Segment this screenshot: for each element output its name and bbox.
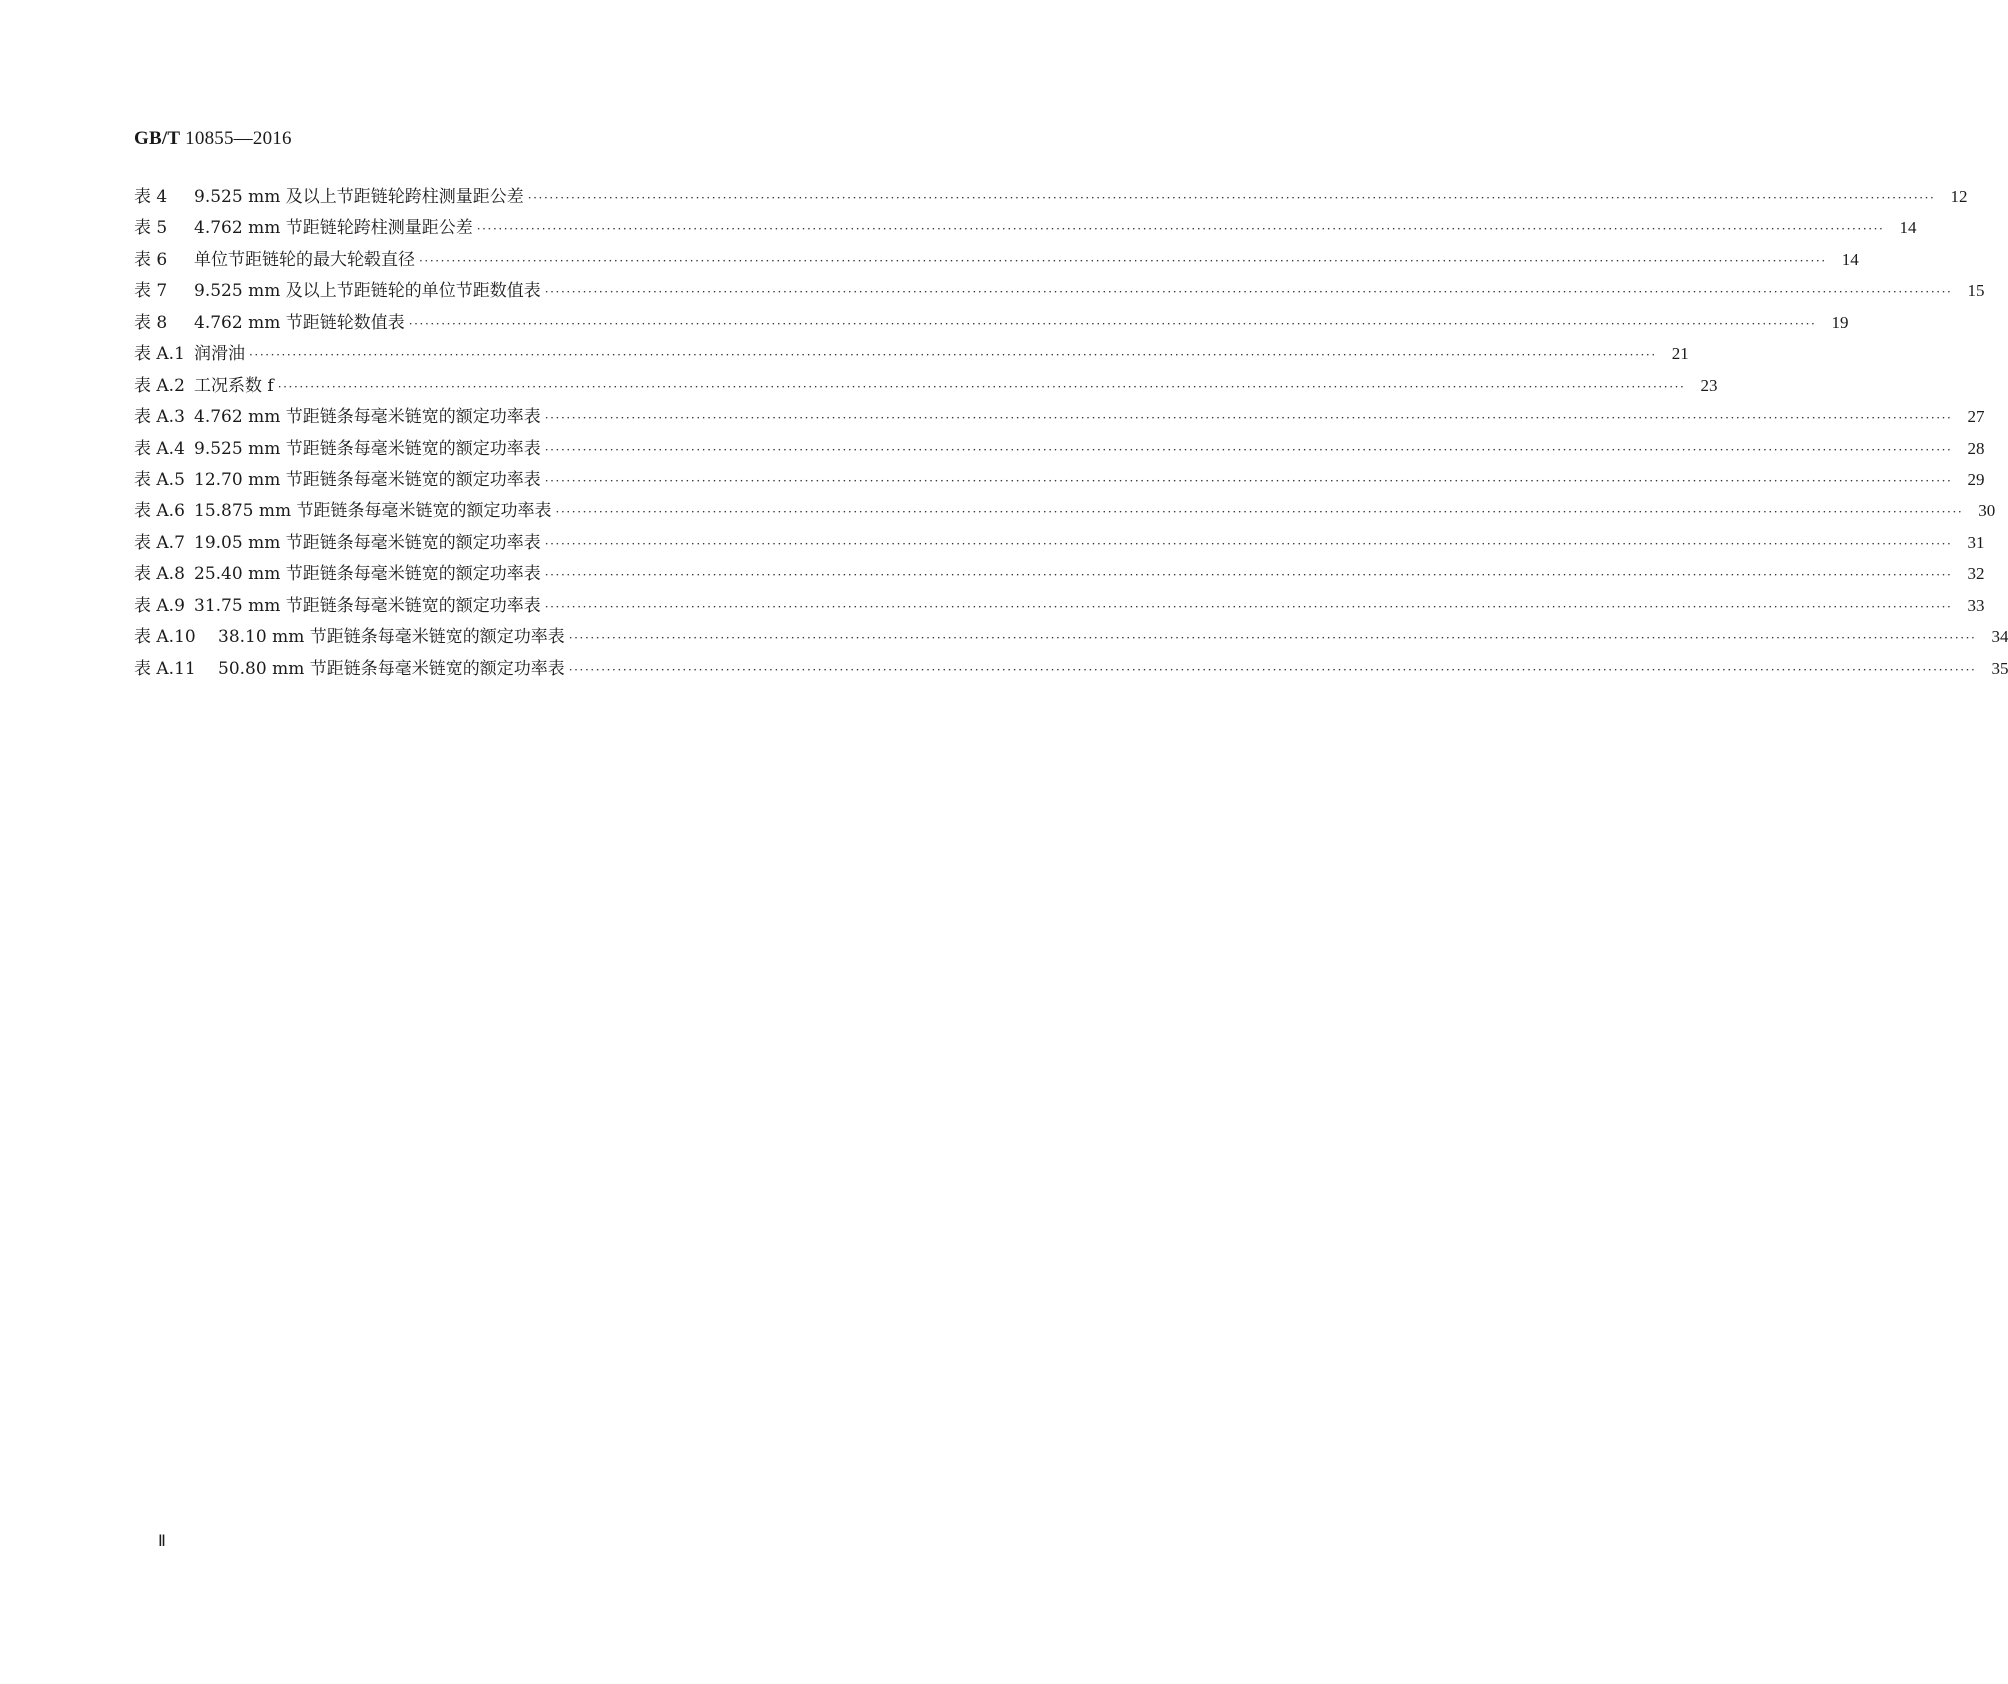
toc-entry-page: 33 — [1967, 595, 1985, 615]
toc-entry[interactable] — [134, 433, 1985, 464]
toc-entry-page: 23 — [1700, 375, 1718, 395]
toc-entry-label: 表 A.5 — [134, 469, 185, 490]
toc-entry-label: 表 A.4 — [134, 438, 185, 459]
toc-entry[interactable] — [134, 307, 1849, 338]
toc-entry-page: 19 — [1831, 312, 1849, 332]
toc-entry[interactable] — [134, 370, 1718, 401]
toc-entry[interactable] — [134, 464, 1985, 495]
toc-dot-leader: ···································································································································································································································································· — [568, 631, 1977, 646]
toc-entry-title: 工况系数 f — [194, 375, 274, 396]
toc-entry-title: 12.70 mm 节距链条每毫米链宽的额定功率表 — [194, 469, 541, 490]
toc-entry-page: 35 — [1991, 658, 2008, 678]
toc-entry-title: 4.762 mm 节距链轮跨柱测量距公差 — [194, 218, 473, 239]
toc-entry-title: 19.05 mm 节距链条每毫米链宽的额定功率表 — [194, 532, 541, 553]
page-number: Ⅱ — [158, 1533, 166, 1550]
toc-entry[interactable] — [134, 590, 1985, 621]
toc-entry-label: 表 A.9 — [134, 595, 185, 616]
toc-entry-label: 表 8 — [134, 312, 168, 333]
toc-entry-title: 31.75 mm 节距链条每毫米链宽的额定功率表 — [194, 595, 541, 616]
toc-entry[interactable] — [134, 244, 1859, 275]
toc-entry-title: 50.80 mm 节距链条每毫米链宽的额定功率表 — [218, 658, 565, 679]
toc-entry-page: 21 — [1671, 344, 1689, 364]
toc-entry-label: 表 A.10 — [134, 627, 196, 648]
toc-entry[interactable] — [134, 212, 1917, 243]
toc-dot-leader: ···································································································································································································································································· — [544, 473, 1953, 488]
toc-dot-leader: ···································································································································································································································································· — [544, 285, 1953, 300]
toc-entry-label: 表 7 — [134, 281, 168, 302]
table-of-contents — [134, 181, 2008, 684]
toc-entry-page: 32 — [1967, 564, 1985, 584]
toc-dot-leader: ···································································································································································································································································· — [568, 662, 1977, 677]
toc-entry[interactable] — [134, 275, 1985, 306]
toc-entry-page: 15 — [1967, 281, 1985, 301]
toc-entry-page: 28 — [1967, 438, 1985, 458]
toc-entry-label: 表 A.2 — [134, 375, 185, 396]
toc-dot-leader: ···································································································································································································································································· — [544, 536, 1953, 551]
toc-entry-label: 表 A.3 — [134, 407, 185, 428]
toc-entry-page: 14 — [1899, 218, 1917, 238]
toc-entry-page: 14 — [1841, 249, 1859, 269]
standard-code: GB/T — [134, 128, 181, 149]
toc-entry-page: 30 — [1978, 501, 1996, 521]
toc-entry-label: 表 A.11 — [134, 658, 196, 679]
toc-entry[interactable] — [134, 653, 2008, 684]
toc-dot-leader: ···································································································································································································································································· — [277, 379, 1686, 394]
toc-entry[interactable] — [134, 558, 1985, 589]
toc-entry-label: 表 4 — [134, 187, 168, 207]
toc-entry-title: 9.525 mm 及以上节距链轮的单位节距数值表 — [194, 281, 541, 302]
toc-entry-title: 9.525 mm 节距链条每毫米链宽的额定功率表 — [194, 438, 541, 459]
toc-dot-leader: ···································································································································································································································································· — [476, 222, 1885, 237]
toc-dot-leader: ···································································································································································································································································· — [408, 316, 1817, 331]
toc-entry-page: 12 — [1950, 187, 1968, 206]
toc-dot-leader: ···································································································································································································································································· — [527, 191, 1936, 205]
toc-entry-label: 表 A.6 — [134, 501, 185, 522]
toc-entry-title: 单位节距链轮的最大轮毂直径 — [194, 249, 415, 270]
toc-entry-title: 38.10 mm 节距链条每毫米链宽的额定功率表 — [218, 627, 565, 648]
toc-entry-label: 表 6 — [134, 249, 168, 270]
toc-entry-page: 34 — [1991, 627, 2008, 647]
toc-dot-leader: ···································································································································································································································································· — [544, 411, 1953, 426]
toc-entry-title: 4.762 mm 节距链条每毫米链宽的额定功率表 — [194, 407, 541, 428]
toc-entry[interactable] — [134, 401, 1985, 432]
toc-entry[interactable] — [134, 621, 2008, 652]
toc-dot-leader: ···································································································································································································································································· — [544, 442, 1953, 457]
document-header — [134, 128, 292, 150]
toc-entry-title: 15.875 mm 节距链条每毫米链宽的额定功率表 — [194, 501, 552, 522]
toc-entry-label: 表 5 — [134, 218, 168, 239]
toc-dot-leader: ···································································································································································································································································· — [249, 348, 1657, 363]
toc-entry-title: 4.762 mm 节距链轮数值表 — [194, 312, 405, 333]
toc-entry-label: 表 A.1 — [134, 344, 185, 365]
toc-entry-title: 25.40 mm 节距链条每毫米链宽的额定功率表 — [194, 564, 541, 585]
toc-entry-label: 表 A.7 — [134, 532, 185, 553]
standard-number: 10855—2016 — [185, 128, 292, 149]
toc-dot-leader: ···································································································································································································································································· — [544, 599, 1953, 614]
toc-entry[interactable] — [134, 181, 1968, 212]
toc-entry[interactable] — [134, 338, 1689, 369]
toc-entry-page: 29 — [1967, 469, 1985, 489]
toc-entry-label: 表 A.8 — [134, 564, 185, 585]
toc-dot-leader: ···································································································································································································································································· — [555, 505, 1964, 520]
toc-entry-page: 27 — [1967, 407, 1985, 427]
toc-entry-title: 润滑油 — [194, 344, 245, 365]
toc-entry[interactable] — [134, 495, 1996, 526]
toc-dot-leader: ···································································································································································································································································· — [419, 253, 1827, 268]
toc-entry-title: 9.525 mm 及以上节距链轮跨柱测量距公差 — [194, 187, 524, 207]
toc-entry-page: 31 — [1967, 532, 1985, 552]
toc-entry[interactable] — [134, 527, 1985, 558]
toc-dot-leader: ···································································································································································································································································· — [544, 568, 1953, 583]
